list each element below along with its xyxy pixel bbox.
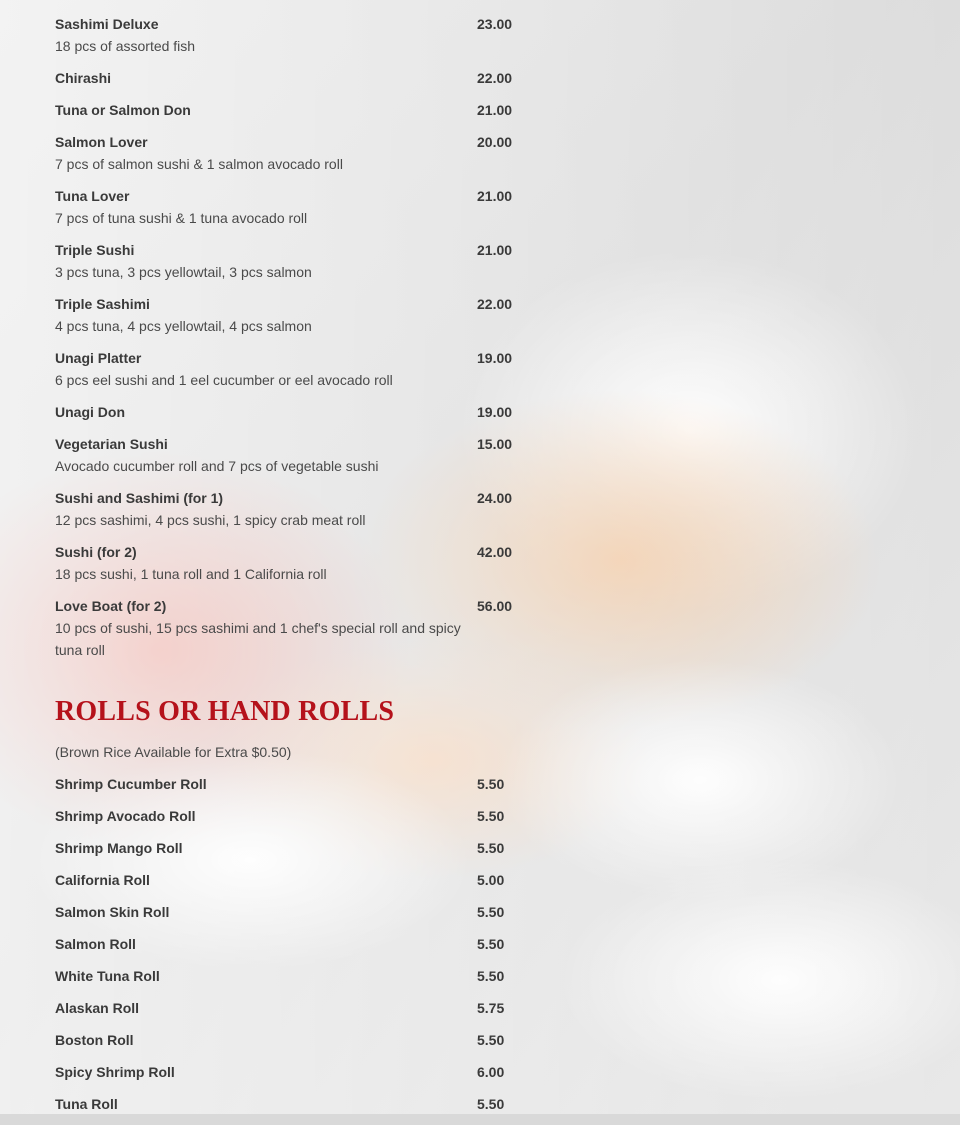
menu-item-header [55, 869, 525, 891]
menu-item [55, 541, 525, 585]
menu-item-name: Triple Sushi [55, 242, 135, 258]
menu-item-header [55, 401, 525, 423]
roll-list [55, 773, 525, 1115]
menu-item-header [55, 99, 525, 121]
menu-item [55, 1093, 525, 1115]
menu-item-price: 19.00 [477, 404, 513, 420]
menu-item-header [55, 901, 525, 923]
menu-item-description: 18 pcs sushi, 1 tuna roll and 1 California roll [55, 566, 327, 582]
menu-item-name: California Roll [55, 872, 150, 888]
menu-item-name: Tuna or Salmon Don [55, 102, 191, 118]
menu-item [55, 997, 525, 1019]
menu-item-name: Sashimi Deluxe [55, 16, 159, 32]
menu-item-price: 5.75 [477, 1000, 505, 1016]
menu-item-price: 20.00 [477, 134, 513, 150]
menu-item [55, 595, 525, 661]
menu-item-header [55, 239, 525, 261]
menu-item [55, 185, 525, 229]
menu-item-header [55, 837, 525, 859]
menu-item-header [55, 185, 525, 207]
menu-item-price: 23.00 [477, 16, 513, 32]
menu-item [55, 433, 525, 477]
menu-item-price: 56.00 [477, 598, 513, 614]
section-title: ROLLS OR HAND ROLLS [55, 696, 395, 727]
menu-item [55, 401, 525, 423]
menu-item-name: Tuna Lover [55, 188, 130, 204]
menu-item [55, 1061, 525, 1083]
menu-item-price: 5.50 [477, 776, 505, 792]
menu-item-price: 42.00 [477, 544, 513, 560]
menu-item [55, 805, 525, 827]
rolls-section [55, 695, 525, 1115]
menu-item-header [55, 487, 525, 509]
combo-list [55, 0, 525, 661]
menu-item-price: 6.00 [477, 1064, 505, 1080]
menu-item-name: Tuna Roll [55, 1096, 118, 1112]
menu-item-name: Triple Sashimi [55, 296, 150, 312]
section-note: (Brown Rice Available for Extra $0.50) [55, 744, 292, 760]
menu-item-name: Alaskan Roll [55, 1000, 140, 1016]
menu-item [55, 869, 525, 891]
menu-item [55, 1029, 525, 1051]
menu-item-description: 6 pcs eel sushi and 1 eel cucumber or eel avocado roll [55, 372, 393, 388]
menu-item-header [55, 131, 525, 153]
menu-item-header [55, 433, 525, 455]
menu-item-description: 18 pcs of assorted fish [55, 38, 196, 54]
menu-item-description: 4 pcs tuna, 4 pcs yellowtail, 4 pcs salmon [55, 318, 312, 334]
menu-item [55, 347, 525, 391]
menu-item-header [55, 13, 525, 35]
menu-item-price: 21.00 [477, 242, 513, 258]
menu-item-name: Love Boat (for 2) [55, 598, 167, 614]
menu-item-name: Boston Roll [55, 1032, 134, 1048]
menu-item-price: 5.50 [477, 904, 505, 920]
menu-item-price: 22.00 [477, 70, 513, 86]
menu-item-name: Shrimp Avocado Roll [55, 808, 196, 824]
menu-item-header [55, 805, 525, 827]
menu-item-header [55, 67, 525, 89]
menu-item-price: 5.50 [477, 1032, 505, 1048]
menu-item [55, 933, 525, 955]
menu-item-header [55, 293, 525, 315]
menu-item [55, 837, 525, 859]
menu-item [55, 487, 525, 531]
menu-item-header [55, 933, 525, 955]
menu-item-description: 3 pcs tuna, 3 pcs yellowtail, 3 pcs salmon [55, 264, 312, 280]
menu-item-price: 5.50 [477, 808, 505, 824]
menu-item-price: 5.50 [477, 840, 505, 856]
menu-item [55, 131, 525, 175]
menu-item-header [55, 1093, 525, 1115]
menu-item [55, 965, 525, 987]
menu-item-description: Avocado cucumber roll and 7 pcs of vegetable sushi [55, 458, 379, 474]
menu-item-header [55, 347, 525, 369]
menu-item-header [55, 1029, 525, 1051]
menu-item-header [55, 965, 525, 987]
menu-item-description: 12 pcs sashimi, 4 pcs sushi, 1 spicy crab meat roll [55, 512, 366, 528]
menu-item-name: Shrimp Mango Roll [55, 840, 183, 856]
menu-item-description: 7 pcs of tuna sushi & 1 tuna avocado roll [55, 210, 308, 226]
menu-item [55, 13, 525, 57]
menu-item-price: 24.00 [477, 490, 513, 506]
menu-item-price: 15.00 [477, 436, 513, 452]
menu-item [55, 67, 525, 89]
menu-item-name: Salmon Roll [55, 936, 136, 952]
menu-item-header [55, 595, 525, 617]
menu-item-name: Vegetarian Sushi [55, 436, 168, 452]
menu-item-name: Chirashi [55, 70, 112, 86]
menu-item-name: Spicy Shrimp Roll [55, 1064, 175, 1080]
menu-item-header [55, 1061, 525, 1083]
menu-item-price: 5.00 [477, 872, 505, 888]
menu-item-name: Unagi Don [55, 404, 125, 420]
menu-item-name: Shrimp Cucumber Roll [55, 776, 207, 792]
menu-item-price: 19.00 [477, 350, 513, 366]
menu-item-name: Unagi Platter [55, 350, 142, 366]
menu-item-price: 5.50 [477, 936, 505, 952]
menu-item-price: 21.00 [477, 188, 513, 204]
menu-item-name: Sushi and Sashimi (for 1) [55, 490, 224, 506]
menu-item-header [55, 997, 525, 1019]
menu-item-name: Salmon Skin Roll [55, 904, 170, 920]
menu-item [55, 293, 525, 337]
menu-item [55, 99, 525, 121]
menu-item-header [55, 773, 525, 795]
menu-content [55, 0, 525, 1125]
menu-item-description: 10 pcs of sushi, 15 pcs sashimi and 1 chef's special roll and spicy tuna roll [55, 620, 461, 658]
menu-item-name: White Tuna Roll [55, 968, 160, 984]
menu-item-price: 21.00 [477, 102, 513, 118]
menu-item-price: 5.50 [477, 1096, 505, 1112]
menu-item-description: 7 pcs of salmon sushi & 1 salmon avocado roll [55, 156, 343, 172]
menu-item-price: 5.50 [477, 968, 505, 984]
menu-item [55, 773, 525, 795]
menu-item-header [55, 541, 525, 563]
menu-item-price: 22.00 [477, 296, 513, 312]
menu-item-name: Salmon Lover [55, 134, 148, 150]
menu-item [55, 901, 525, 923]
menu-item-name: Sushi (for 2) [55, 544, 137, 560]
menu-item [55, 239, 525, 283]
